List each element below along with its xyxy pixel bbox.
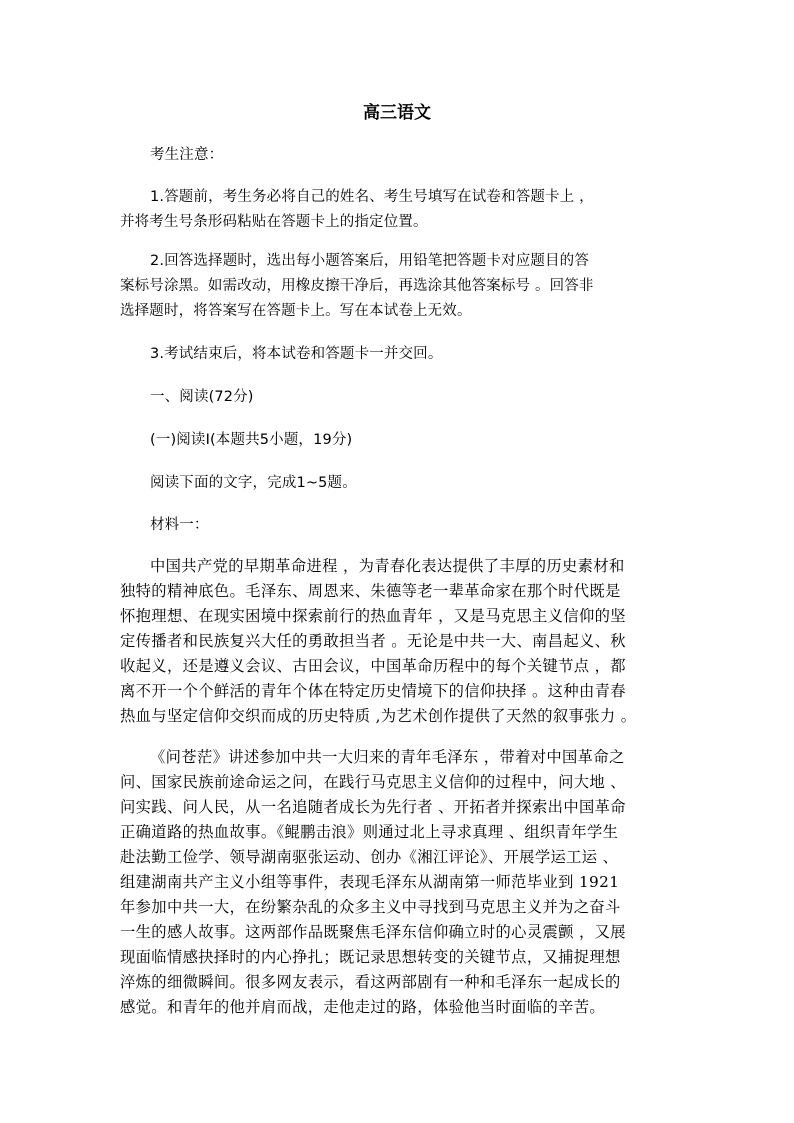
material-para-1-line: 定传播者和民族复兴大任的勇敢担当者 。无论是中共一大、南昌起义、秋	[120, 632, 626, 650]
material-para-2-line: 一生的感人故事。这两部作品既聚焦毛泽东信仰确立时的心灵震颤 ，又展	[120, 923, 626, 941]
material-para-2-line: 年参加中共一大，在纷繁杂乱的众多主义中寻找到马克思主义并为之奋斗	[120, 898, 621, 916]
material-para-2-line: 现面临情感抉择时的内心挣扎；既记录思想转变的关键节点，又捕捉理想	[120, 948, 621, 966]
material-para-2-line: 淬炼的细微瞬间。很多网友表示，看这两部剧有一种和毛泽东一起成长的	[120, 973, 621, 991]
material-para-2-line: 问实践、问人民，从一名追随者成长为先行者 、开拓者并探索出中国革命	[120, 798, 626, 816]
document-title: 高三语文	[363, 103, 431, 123]
notice-item-2-line-3: 选择题时，将答案写在答题卡上。写在本试卷上无效。	[120, 303, 472, 319]
notice-item-2-line-2: 案标号涂黑。如需改动，用橡皮擦干净后，再选涂其他答案标号 。回答非	[120, 278, 594, 294]
notice-item-3: 3.考试结束后，将本试卷和答题卡一并交回。	[150, 346, 443, 362]
notice-item-1-line-2: 并将考生号条形码粘贴在答题卡上的指定位置。	[120, 214, 428, 230]
material-para-1-line: 中国共产党的早期革命进程 ，为青春化表达提供了丰厚的历史素材和	[150, 557, 625, 575]
notice-item-1-line-1: 1.答题前，考生务必将自己的姓名、考生号填写在试卷和答题卡上 ，	[150, 189, 594, 205]
material-para-1-line: 独特的精神底色。毛泽东、周恩来、朱德等老一辈革命家在那个时代既是	[120, 582, 621, 600]
material-para-2-line: 感觉。和青年的他并肩而战，走他走过的路，体验他当时面临的辛苦。	[120, 998, 606, 1016]
material-para-1-line: 怀抱理想、在现实困境中探索前行的热血青年 ，又是马克思主义信仰的坚	[120, 607, 626, 625]
material-para-2-line: 问、国家民族前途命运之问，在践行马克思主义信仰的过程中，问大地 、	[120, 773, 626, 791]
material-label: 材料一：	[150, 517, 209, 533]
notice-heading: 考生注意：	[150, 147, 224, 163]
material-para-1-line: 收起义，还是遵义会议、古田会议，中国革命历程中的每个关键节点 ，都	[120, 657, 626, 675]
reading-instruction: 阅读下面的文字，完成1~5题。	[150, 475, 357, 491]
section-subheading: (一)阅读Ⅰ(本题共5小题，19分)	[150, 432, 353, 448]
material-para-2-line: 正确道路的热血故事。《鲲鹏击浪》则通过北上寻求真理 、组织青年学生	[120, 823, 619, 841]
material-para-2-line: 组建湖南共产主义小组等事件，表现毛泽东从湖南第一师范毕业到 1921	[120, 873, 620, 891]
notice-item-2-line-1: 2.回答选择题时，选出每小题答案后，用铅笔把答题卡对应题目的答	[150, 253, 589, 269]
section-heading: 一、阅读(72分)	[150, 389, 254, 405]
material-para-2-line: 赴法勤工俭学、领导湖南驱张运动、创办《湘江评论》、开展学运工运 、	[120, 848, 619, 866]
material-para-1-line: 热血与坚定信仰交织而成的历史特质 ,为艺术创作提供了天然的叙事张力 。	[120, 707, 637, 725]
material-para-2-line: 《问苍茫》讲述参加中共一大归来的青年毛泽东 ，带着对中国革命之	[150, 748, 625, 766]
material-para-1-line: 离不开一个个鲜活的青年个体在特定历史情境下的信仰抉择 。这种由青春	[120, 682, 626, 700]
